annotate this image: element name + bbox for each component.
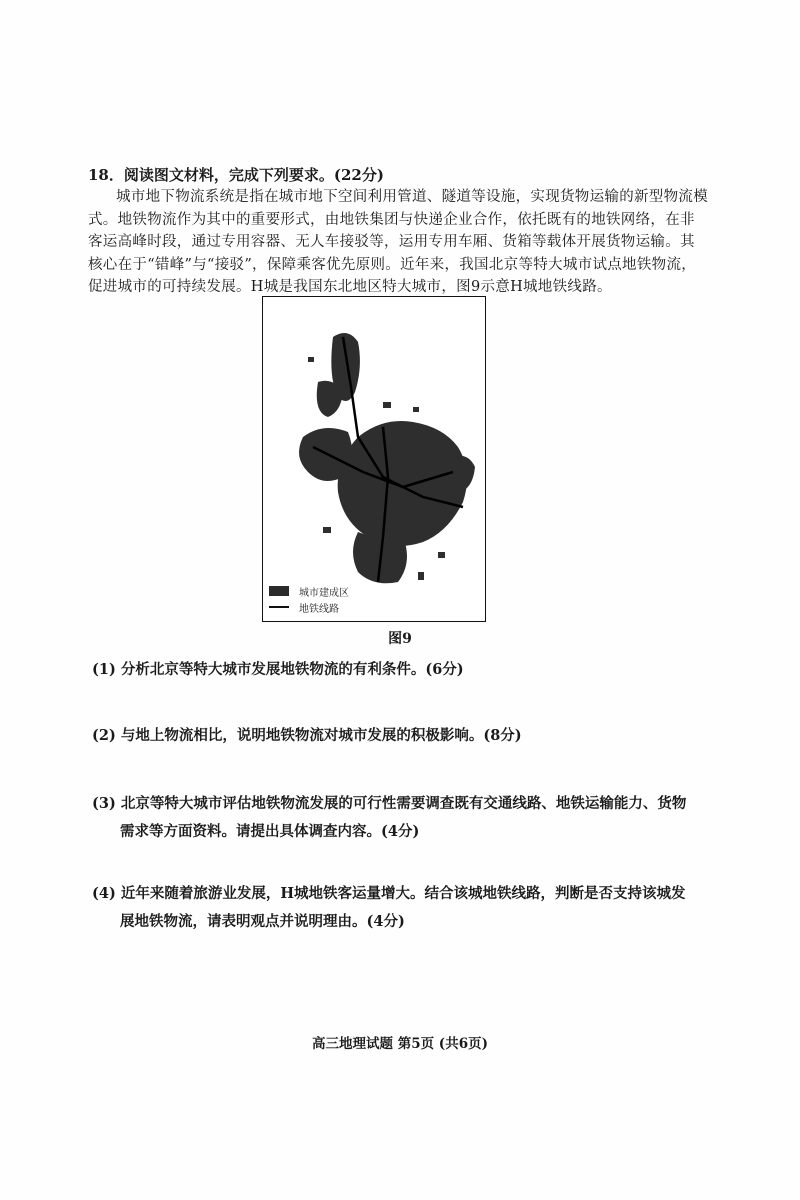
- city-map-graphic: [263, 297, 485, 621]
- page-footer: 高三地理试题 第5页 (共6页): [312, 1036, 488, 1052]
- subquestion-4: [92, 880, 712, 936]
- metro-line-swatch: [269, 606, 289, 608]
- legend-metro-line: 地铁线路: [299, 603, 339, 615]
- map-legend: [269, 583, 349, 615]
- subquestion-1: [92, 656, 712, 684]
- figure-caption: 图9: [388, 631, 412, 647]
- figure-9-map: [262, 296, 486, 622]
- subquestion-1-text: (1) 分析北京等特大城市发展地铁物流的有利条件。(6分): [92, 661, 464, 678]
- question-passage: 城市地下物流系统是指在城市地下空间利用管道、隧道等设施，实现货物运输的新型物流模式。地铁物流作为其中的重要形式，由地铁集团与快递企业合作，依托既有的地铁网络，在非客运高峰时段，通过专用容器、无人车接驳等，运用专用车厢、货箱等载体开展货物运输。其核心在于“错峰”与“接驳”，保障乘客优先原则。近年来，我国北京等特大城市试点地铁物流，促进城市的可持续发展。H城是我国东北地区特大城市，图9示意H城地铁线路。: [88, 189, 708, 295]
- subquestion-3-text-cont: 需求等方面资料。请提出具体调查内容。(4分): [120, 823, 420, 840]
- subquestion-4-text: (4) 近年来随着旅游业发展，H城地铁客运量增大。结合该城地铁线路，判断是否支持该城发: [92, 885, 686, 902]
- subquestion-3: [92, 790, 712, 846]
- legend-built-area: 城市建成区: [299, 587, 349, 599]
- subquestion-2: [92, 722, 712, 750]
- subquestion-2-text: (2) 与地上物流相比，说明地铁物流对城市发展的积极影响。(8分): [92, 727, 522, 744]
- subquestion-3-text: (3) 北京等特大城市评估地铁物流发展的可行性需要调查既有交通线路、地铁运输能力、货物: [92, 795, 687, 812]
- subquestion-4-text-cont: 展地铁物流，请表明观点并说明理由。(4分): [120, 913, 405, 930]
- built-area-swatch: [269, 586, 289, 596]
- question-title: 18．阅读图文材料，完成下列要求。(22分): [88, 166, 384, 184]
